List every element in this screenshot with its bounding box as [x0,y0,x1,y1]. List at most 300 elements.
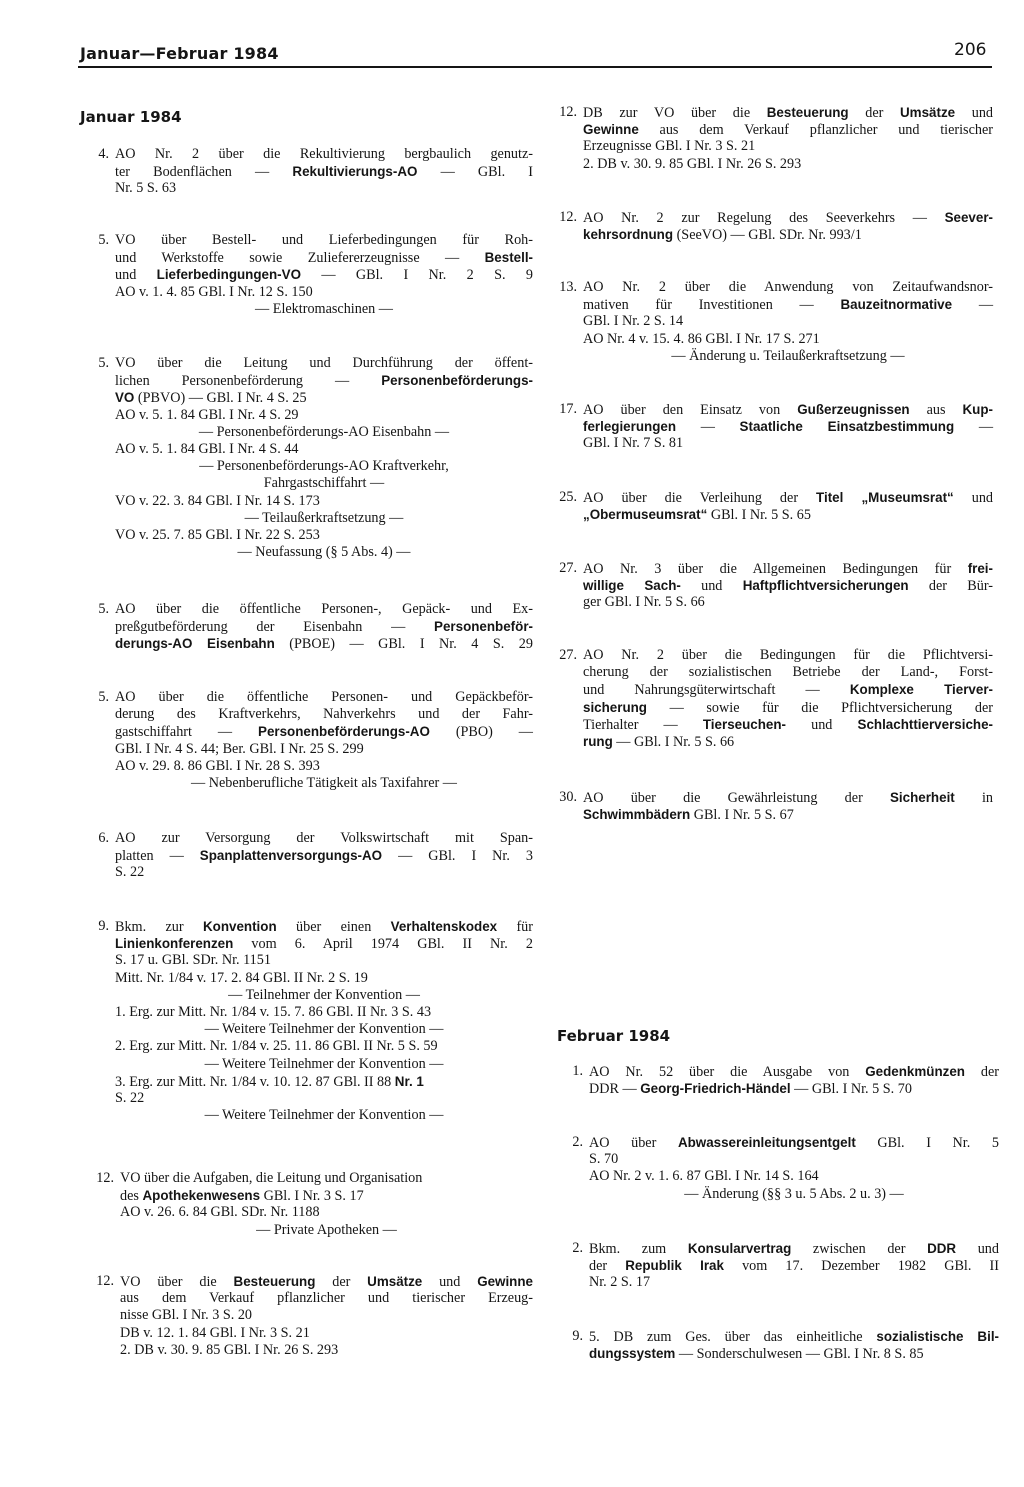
entry-text: — Weitere Teilnehmer der Konvention — [204,1107,444,1124]
entry-keyword: Nr. 1 [394,1073,424,1089]
entry-line [589,1345,999,1362]
entry-line [115,441,533,458]
register-entry [559,789,993,824]
entry-line [115,389,533,406]
entry-text: der [848,105,901,121]
entry-line [120,1290,533,1307]
entry-keyword: Konsularvertrag [687,1241,792,1256]
entry-line [583,331,993,348]
entry-line [589,1080,999,1097]
register-entry [98,601,533,653]
entry-keyword: Personenbeförderungs- [381,373,533,389]
entry-text: AO Nr. 2 über die Anwendung von Zeitaufwandsnor- [583,279,993,295]
entry-date-number: 9. [572,1328,583,1344]
entry-text: AO über den Einsatz von [583,402,798,418]
entry-keyword: Sicherheit [890,790,955,805]
entry-date-number: 5. [98,232,109,248]
entry-line [583,313,993,330]
entry-line [583,104,993,121]
entry-keyword: „Obermuseumsrat“ [583,507,708,523]
entry-text: AO über die öffentliche Personen-, Gepäck- und Ex- [115,601,533,617]
entry-keyword: kehrsordnung [583,227,674,243]
entry-text: AO v. 29. 8. 86 GBl. I Nr. 28 S. 393 [115,757,320,774]
register-entry [96,1273,533,1359]
register-entry [559,560,994,612]
entry-text: und [956,1241,999,1257]
entry-keyword: Umsätze [367,1274,423,1289]
entry-text: AO über die Verleihung der [583,490,817,506]
entry-text: — Teilaußerkraftsetzung — [244,509,404,526]
entry-line [583,401,993,418]
entry-text: GBl. I Nr. 5 S. 67 [690,807,794,824]
register-entry [559,209,993,244]
entry-line [115,847,533,864]
entry-date-number: 1. [572,1063,583,1079]
entry-keyword: sicherung [583,699,647,715]
entry-date-number: 12. [559,104,577,120]
entry-keyword: Republik Irak [625,1258,724,1274]
entry-date-number: 6. [98,830,109,846]
entry-text: aus dem Verkauf pflanzlicher und tierischer Erzeug- [120,1290,533,1307]
entry-text: S. 22 [115,1089,145,1106]
entry-text: aus [909,402,963,418]
entry-keyword: Haftpflichtversicherungen [742,578,909,594]
entry-text: ter Bodenflächen — [115,164,293,181]
entry-text: der [589,1258,626,1275]
entry-line [583,699,993,716]
entry-keyword: Bauzeitnormative [840,297,953,313]
entry-text: und [680,578,743,595]
entry-line [583,733,993,750]
entry-line [583,681,993,698]
entry-date-number: 12. [96,1170,114,1186]
register-entry [98,355,533,561]
entry-text: und [953,490,994,506]
entry-keyword: VO [115,390,135,406]
entry-text: AO Nr. 2 v. 1. 6. 87 GBl. I Nr. 14 S. 164 [589,1168,819,1185]
entry-keyword: Personenbeför- [434,619,533,635]
entry-text: (PBO) — [429,724,533,741]
entry-keyword: Tierseuchen- [702,716,786,732]
entry-text: Nr. 2 S. 17 [589,1274,651,1291]
entry-keyword: sozialistische Bil- [876,1329,1000,1344]
entry-text: — Elektromaschinen — [255,300,393,317]
entry-line [589,1151,999,1168]
entry-keyword: Spanplattenversorgungs-AO [199,848,383,864]
entry-text: Nr. 5 S. 63 [115,180,177,197]
entry-text: AO Nr. 4 v. 15. 4. 86 GBl. I Nr. 17 S. 271 [583,330,820,347]
section-title-februar: Februar 1984 [557,1027,671,1045]
entry-keyword: derungs-AO Eisenbahn [115,636,275,652]
entry-date-number: 25. [559,489,577,505]
entry-line [115,249,533,266]
entry-line [583,489,993,506]
entry-text: und [422,1274,478,1290]
entry-date-number: 17. [559,401,577,417]
entry-text: VO über die Aufgaben, die Leitung und Organisation [120,1170,423,1186]
entry-line [115,458,533,475]
entry-text: — Sonderschulwesen — GBl. I Nr. 8 S. 85 [675,1346,924,1363]
entry-line [120,1170,533,1187]
register-entry [98,918,533,1124]
entry-line [115,1073,533,1090]
entry-text: S. 17 u. GBl. SDr. Nr. 1151 [115,952,271,969]
entry-text: der Bür- [908,578,994,595]
entry-text: AO Nr. 2 zur Regelung des Seeverkehrs — [583,210,945,226]
entry-line [115,689,533,706]
entry-text: (PBVO) — GBl. I Nr. 4 S. 25 [134,390,307,407]
entry-line [115,424,533,441]
entry-line [583,664,993,681]
entry-text: — GBl. I Nr. 3 [382,848,534,865]
entry-text: lichen Personenbeförderung — [115,373,382,390]
register-entry [559,104,994,173]
entry-text: derung des Kraftverkehrs, Nahverkehrs und der Fahr- [115,706,533,723]
register-entry [98,689,533,792]
entry-text: 1. Erg. zur Mitt. Nr. 1/84 v. 15. 7. 86 GBl. II Nr. 3 S. 43 [115,1003,432,1020]
entry-line [583,296,993,313]
entry-text: — GBl. I [417,164,533,181]
entry-text: und [785,716,858,733]
entry-text: — GBl. I Nr. 5 S. 66 [612,733,735,750]
entry-line [115,284,533,301]
entry-line [583,156,993,173]
entry-line [115,987,533,1004]
entry-text: — Änderung (§§ 3 u. 5 Abs. 2 u. 3) — [684,1185,904,1202]
entry-line [120,1222,533,1239]
entry-line [589,1274,999,1291]
entry-date-number: 13. [559,279,577,295]
entry-line [115,146,533,163]
entry-keyword: DDR [927,1241,957,1256]
entry-text: 2. DB v. 30. 9. 85 GBl. I Nr. 26 S. 293 [120,1341,339,1358]
entry-text: — [952,297,993,314]
entry-date-number: 5. [98,689,109,705]
entry-date-number: 12. [559,209,577,225]
entry-line [115,741,533,758]
entry-text: — Änderung u. Teilaußerkraftsetzung — [671,347,905,364]
entry-text: GBl. I Nr. 3 S. 17 [260,1188,364,1205]
entry-keyword: Georg-Friedrich-Händel [640,1081,791,1097]
entry-text: GBl. I Nr. 7 S. 81 [583,435,684,452]
entry-line [115,935,533,952]
header-rule [78,66,992,68]
entry-keyword: Gedenkmünzen [865,1064,965,1079]
entry-line [589,1134,999,1151]
entry-text: — sowie für die Pflichtversicherung der [647,699,993,716]
entry-text: AO Nr. 2 über die Rekultivierung bergbaulich genutz- [115,146,533,162]
entry-keyword: Titel „Museumsrat“ [816,490,954,505]
entry-text: — GBl. I Nr. 2 S. 9 [300,267,534,284]
entry-text: GBl. I Nr. 5 [855,1135,999,1151]
running-header: Januar—Februar 1984 [80,44,279,63]
register-entry [98,146,533,198]
entry-keyword: Staatliche Einsatzbestimmung [739,419,955,435]
register-entry [98,830,534,882]
entry-line [583,209,993,226]
entry-keyword: Linienkonferenzen [115,936,234,952]
entry-text: VO über die [120,1274,234,1290]
entry-text: Erzeugnisse GBl. I Nr. 3 S. 21 [583,138,756,155]
entry-text: DB v. 12. 1. 84 GBl. I Nr. 3 S. 21 [120,1324,310,1341]
entry-text: VO über Bestell- und Lieferbedingungen für Roh- [115,232,533,248]
entry-line [583,789,993,806]
entry-line [115,758,533,775]
entry-text: vom 17. Dezember 1982 GBl. II [723,1258,999,1275]
entry-text: der [315,1274,368,1290]
entry-text: GBl. I Nr. 2 S. 14 [583,313,684,330]
register-entry [572,1328,1000,1363]
entry-line [115,180,533,197]
entry-keyword: Besteuerung [766,105,849,120]
entry-date-number: 4. [98,146,109,162]
entry-text: über einen [276,919,391,935]
entry-text: ger GBl. I Nr. 5 S. 66 [583,594,705,611]
entry-text: VO über die Leitung und Durchführung der öffent- [115,355,533,371]
entry-date-number: 2. [572,1134,583,1150]
entry-line [583,279,993,296]
entry-line [115,544,533,561]
entry-line [589,1168,999,1185]
entry-text: GBl. I Nr. 4 S. 44; Ber. GBl. I Nr. 25 S. 299 [115,740,364,757]
entry-text: — [954,419,993,436]
entry-text: mativen für Investitionen — [583,297,841,314]
entry-line [115,970,533,987]
entry-line [115,918,533,935]
register-entry [572,1240,999,1292]
entry-text: S. 70 [589,1151,619,1168]
entry-text: — Private Apotheken — [256,1221,397,1238]
register-entry [96,1170,533,1239]
entry-text: — [676,419,740,436]
entry-text: VO v. 22. 3. 84 GBl. I Nr. 14 S. 173 [115,492,320,509]
entry-line [115,775,533,792]
entry-line [589,1063,999,1080]
entry-line [115,601,533,618]
entry-keyword: Konvention [202,919,277,934]
entry-text: GBl. I Nr. 5 S. 65 [707,507,811,524]
entry-line [115,1038,533,1055]
entry-text: 2. DB v. 30. 9. 85 GBl. I Nr. 26 S. 293 [583,155,802,172]
entry-date-number: 5. [98,355,109,371]
entry-text: (PBOE) — GBl. I Nr. 4 S. 29 [274,636,533,653]
entry-line [115,1004,533,1021]
entry-line [115,1021,533,1038]
entry-text: — Nebenberufliche Tätigkeit als Taxifahrer — [191,774,457,791]
entry-line [115,864,533,881]
entry-text: Bkm. zur [115,919,203,935]
entry-text: des [120,1188,143,1205]
entry-line [115,493,533,510]
entry-keyword: Kup- [962,402,993,417]
register-entry [559,279,993,365]
entry-line [583,647,993,664]
entry-date-number: 5. [98,601,109,617]
entry-text: AO Nr. 2 über die Bedingungen für die Pflichtversi- [583,647,993,663]
entry-line [120,1307,533,1324]
entry-text: — Teilnehmer der Konvention — [228,986,420,1003]
entry-keyword: Apothekenwesens [142,1188,261,1204]
entry-text: — Personenbeförderungs-AO Kraftverkehr, [199,458,449,475]
entry-text: AO Nr. 3 über die Allgemeinen Bedingungen für [583,561,968,577]
entry-text: AO zur Versorgung der Volkswirtschaft mit Span- [115,830,533,846]
entry-text: Fahrgastschiffahrt — [263,475,385,492]
entry-text: (SeeVO) — GBl. SDr. Nr. 993/1 [673,227,862,244]
entry-keyword: Verhaltenskodex [390,919,498,934]
entry-line [115,706,533,723]
entry-line [120,1187,533,1204]
entry-line [115,952,533,969]
entry-text: aus dem Verkauf pflanzlicher und tierischer [638,122,993,139]
entry-line [115,527,533,544]
entry-text: 2. Erg. zur Mitt. Nr. 1/84 v. 25. 11. 86 GBl. II Nr. 5 S. 59 [115,1038,438,1055]
entry-keyword: Lieferbedingungen-VO [156,267,301,283]
entry-line [589,1186,999,1203]
entry-line [583,348,993,365]
entry-line [115,355,533,372]
entry-text: — Personenbeförderungs-AO Eisenbahn — [198,423,450,440]
entry-line [115,723,533,740]
entry-line [583,506,993,523]
entry-keyword: Gußerzeugnissen [797,402,910,417]
entry-keyword: Gewinne [477,1274,533,1289]
entry-text: vom 6. April 1974 GBl. II Nr. 2 [233,936,533,953]
entry-line [583,226,993,243]
register-entry [559,647,994,750]
entry-text: — Neufassung (§ 5 Abs. 4) — [237,544,411,561]
entry-line [115,475,533,492]
entry-text: DB zur VO über die [583,105,767,121]
entry-keyword: ferlegierungen [583,419,677,435]
entry-text: nisse GBl. I Nr. 3 S. 20 [120,1307,253,1324]
entry-line [583,138,993,155]
entry-line [120,1273,533,1290]
entry-date-number: 2. [572,1240,583,1256]
entry-line [583,577,993,594]
entry-line [115,266,533,283]
entry-text: platten — [115,848,200,865]
entry-keyword: rung [583,733,613,749]
entry-text: und [955,105,994,121]
entry-text: — Weitere Teilnehmer der Konvention — [204,1021,444,1038]
entry-line [115,1090,533,1107]
entry-line [115,301,533,318]
entry-text: 3. Erg. zur Mitt. Nr. 1/84 v. 10. 12. 87 GBl. II 88 [115,1073,395,1090]
register-entry [572,1134,999,1203]
entry-line [115,372,533,389]
entry-line [583,418,993,435]
entry-text: AO Nr. 52 über die Ausgabe von [589,1064,866,1080]
entry-keyword: Personenbeförderungs-AO [258,724,430,740]
entry-text: — Weitere Teilnehmer der Konvention — [204,1055,444,1072]
register-entry [98,232,534,318]
entry-line [583,435,993,452]
entry-text: und [115,267,157,284]
page-number: 206 [954,40,987,60]
entry-text: in [954,790,993,806]
entry-keyword: Rekultivierungs-AO [292,164,418,180]
entry-line [583,121,993,138]
entry-line [115,163,533,180]
entry-line [115,510,533,527]
entry-text: DDR — [589,1081,641,1098]
entry-text: zwischen der [791,1241,928,1257]
entry-date-number: 27. [559,647,577,663]
entry-text: Bkm. zum [589,1241,688,1257]
entry-text: VO v. 25. 7. 85 GBl. I Nr. 22 S. 253 [115,526,320,543]
entry-text: Mitt. Nr. 1/84 v. 17. 2. 84 GBl. II Nr. 2 S. 19 [115,969,368,986]
register-entry [559,489,994,524]
entry-date-number: 27. [559,560,577,576]
entry-line [583,594,993,611]
entry-keyword: Schwimmbädern [583,807,691,823]
entry-line [115,1056,533,1073]
entry-keyword: Umsätze [900,105,956,120]
entry-line [589,1257,999,1274]
entry-text: für [497,919,533,935]
entry-text: preßgutbeförderung der Eisenbahn — [115,619,435,636]
entry-line [115,232,533,249]
entry-keyword: Abwassereinleitungsentgelt [677,1135,856,1150]
entry-line [120,1204,533,1221]
entry-line [115,830,533,847]
entry-keyword: Gewinne [583,122,639,138]
register-entry [572,1063,999,1098]
entry-keyword: frei- [967,561,993,576]
entry-text: und Nahrungsgüterwirtschaft — [583,682,850,699]
entry-text: S. 22 [115,864,145,881]
entry-keyword: dungssystem [589,1346,676,1362]
entry-keyword: Schlachttierversiche- [857,716,993,732]
entry-text: AO v. 26. 6. 84 GBl. SDr. Nr. 1188 [120,1204,320,1221]
entry-text: und Werkstoffe sowie Zuliefererzeugnisse — [115,250,485,267]
register-entry [559,401,993,453]
entry-line [583,716,993,733]
entry-keyword: Besteuerung [233,1274,316,1289]
entry-line [115,635,533,652]
entry-line [120,1325,533,1342]
entry-text: cherung der sozialistischen Betriebe der Land-, Forst- [583,664,993,681]
entry-keyword: willige Sach- [583,578,681,594]
entry-text: AO v. 5. 1. 84 GBl. I Nr. 4 S. 44 [115,440,299,457]
entry-line [120,1342,533,1359]
entry-line [115,407,533,424]
entry-text: AO über [589,1135,678,1151]
section-title-januar: Januar 1984 [80,108,182,126]
entry-keyword: Bestell- [484,250,533,266]
entry-keyword: Seever- [944,210,993,225]
entry-line [589,1328,999,1345]
entry-text: AO über die Gewährleistung der [583,790,890,806]
entry-date-number: 9. [98,918,109,934]
entry-line [583,560,993,577]
entry-date-number: 30. [559,789,577,805]
entry-line [115,1107,533,1124]
entry-text: der [964,1064,999,1080]
entry-text: Tierhalter — [583,716,703,733]
entry-line [583,806,993,823]
entry-text: AO v. 5. 1. 84 GBl. I Nr. 4 S. 29 [115,406,299,423]
entry-text: AO v. 1. 4. 85 GBl. I Nr. 12 S. 150 [115,283,313,300]
entry-date-number: 12. [96,1273,114,1289]
entry-keyword: Komplexe Tierver- [849,682,994,698]
entry-line [589,1240,999,1257]
entry-text: gastschiffahrt — [115,724,259,741]
entry-line [115,618,533,635]
entry-text: — GBl. I Nr. 5 S. 70 [790,1081,912,1098]
entry-text: AO über die öffentliche Personen- und Gepäckbeför- [115,689,533,705]
entry-text: 5. DB zum Ges. über das einheitliche [589,1329,877,1345]
